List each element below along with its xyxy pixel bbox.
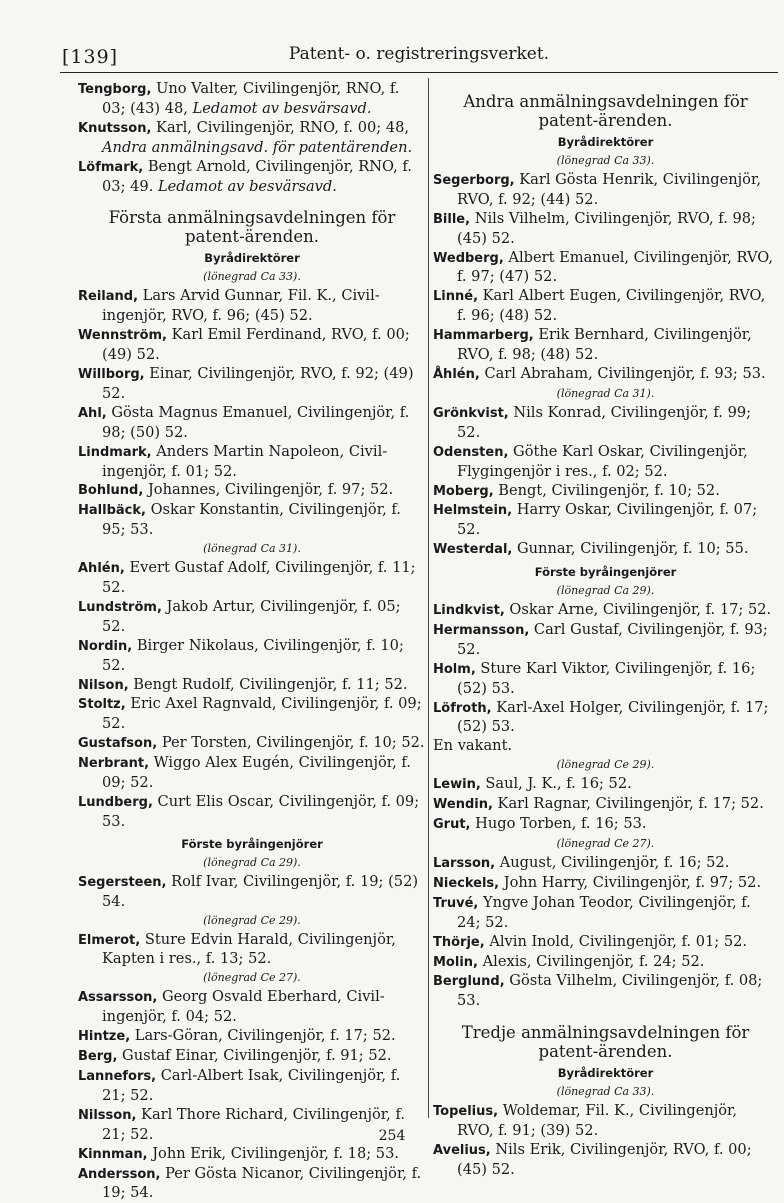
staff-entry [433,972,778,1011]
staff-entry [433,815,778,835]
staff-surname: Lundström, [78,600,162,615]
staff-entry [433,404,778,443]
staff-details: Lars-Göran, Civilingenjör, f. 17; 52. [135,1027,396,1044]
salary-grade: (lönegrad Ca 29). [78,855,426,871]
staff-details: Per Torsten, Civilingenjör, f. 10; 52. [162,734,425,751]
staff-surname: Berg, [78,1049,117,1064]
staff-surname: Stoltz, [78,697,126,712]
staff-entry [78,501,426,540]
staff-surname: Hallbäck, [78,503,146,518]
staff-entry [78,754,426,793]
staff-entry [78,80,426,119]
staff-surname: Molin, [433,955,478,970]
left-column [78,80,426,1203]
salary-grade: (lönegrad Ca 33). [433,153,778,169]
staff-details: Lars Arvid Gunnar, Fil. K., Civil-ingenjör, RVO, f. 96; (45) 52. [102,287,380,324]
staff-surname: Grut, [433,817,471,832]
staff-entry [433,775,778,795]
staff-details: Sture Karl Viktor, Civilingenjör, f. 16; (52) 53. [457,660,755,697]
section-heading: Tredje anmälningsavdelningen för patent-ärenden. [433,1023,778,1061]
staff-entry [433,365,778,385]
staff-details: Karl, Civilingenjör, RNO, f. 00; 48, [156,119,409,136]
staff-details: Birger Nikolaus, Civilingenjör, f. 10; 52. [102,637,404,674]
staff-details: Johannes, Civilingenjör, f. 97; 52. [148,481,393,498]
staff-entry [433,210,778,249]
staff-surname: Grönkvist, [433,406,509,421]
staff-details: Yngve Johan Teodor, Civilingenjör, f. 24; 52. [457,894,751,931]
staff-surname: Reiland, [78,289,138,304]
staff-note: Ledamot av besvärsavd. [193,100,372,117]
staff-surname: Thörje, [433,935,485,950]
staff-note: Andra anmälningsavd. för patentärenden. [102,139,412,156]
staff-entry [433,601,778,621]
staff-entry [433,933,778,953]
staff-entry [78,676,426,696]
header-rule [60,72,778,73]
staff-surname: Topelius, [433,1104,498,1119]
staff-entry [433,874,778,894]
position-heading: Byrådirektörer [433,133,778,152]
staff-surname: Lundberg, [78,795,153,810]
staff-surname: Tengborg, [78,82,151,97]
staff-surname: Segerborg, [433,173,515,188]
staff-details: Karl Albert Eugen, Civilingenjör, RVO, f. 96; (48) 52. [457,287,765,324]
position-heading: Byrådirektörer [78,249,426,268]
staff-details: Karl Emil Ferdinand, RVO, f. 00; (49) 52. [102,326,410,363]
staff-details: Eric Axel Ragnvald, Civilingenjör, f. 09; 52. [102,695,422,732]
staff-surname: Löfroth, [433,701,492,716]
staff-surname: Knutsson, [78,121,151,136]
staff-entry [78,1145,426,1165]
staff-entry [433,795,778,815]
salary-grade: (lönegrad Ca 33). [433,1084,778,1100]
staff-entry [78,1165,426,1203]
salary-grade: (lönegrad Ca 31). [78,541,426,557]
staff-details: Oskar Arne, Civilingenjör, f. 17; 52. [509,601,771,618]
right-column [433,80,778,1180]
staff-details: Curt Elis Oscar, Civilingenjör, f. 09; 53. [102,793,419,830]
staff-details: Nils Konrad, Civilingenjör, f. 99; 52. [457,404,751,441]
page-number: [139] [62,46,118,68]
staff-details: Sture Edvin Harald, Civilingenjör, Kapten i res., f. 13; 52. [102,931,396,968]
staff-entry [433,482,778,502]
staff-entry [78,443,426,482]
staff-entry [78,734,426,754]
staff-surname: Odensten, [433,445,508,460]
staff-surname: Lannefors, [78,1069,156,1084]
staff-details: Saul, J. K., f. 16; 52. [485,775,631,792]
staff-surname: Helmstein, [433,503,512,518]
staff-details: Alexis, Civilingenjör, f. 24; 52. [483,953,705,970]
salary-grade: (lönegrad Ce 27). [78,970,426,986]
staff-details: Erik Bernhard, Civilingenjör, RVO, f. 98; (48) 52. [457,326,752,363]
staff-entry [433,953,778,973]
staff-details: John Erik, Civilingenjör, f. 18; 53. [152,1145,399,1162]
staff-surname: Larsson, [433,856,495,871]
position-heading: Förste byråingenjörer [433,563,778,582]
staff-entry [433,854,778,874]
staff-entry [433,1141,778,1180]
staff-surname: Löfmark, [78,160,143,175]
staff-entry [78,1067,426,1106]
salary-grade: (lönegrad Ca 29). [433,583,778,599]
staff-entry [78,326,426,365]
staff-surname: Willborg, [78,367,145,382]
staff-note: Ledamot av besvärsavd. [158,178,337,195]
staff-details: Hugo Torben, f. 16; 53. [475,815,646,832]
staff-surname: Nilson, [78,678,129,693]
staff-entry [433,326,778,365]
position-heading: Byrådirektörer [433,1064,778,1083]
staff-surname: Andersson, [78,1167,160,1182]
staff-surname: Segersteen, [78,875,167,890]
salary-grade: (lönegrad Ce 29). [433,757,778,773]
staff-surname: Lindmark, [78,445,152,460]
staff-details: Gustaf Einar, Civilingenjör, f. 91; 52. [122,1047,392,1064]
staff-entry [433,501,778,540]
staff-details: Wiggo Alex Eugén, Civilingenjör, f. 09; 52. [102,754,411,791]
staff-details: Carl-Albert Isak, Civilingenjör, f. 21; 52. [102,1067,400,1104]
staff-entry [78,119,426,158]
staff-details: Bengt, Civilingenjör, f. 10; 52. [498,482,720,499]
staff-entry [78,598,426,637]
staff-surname: Truvé, [433,896,478,911]
staff-details: Karl-Axel Holger, Civilingenjör, f. 17; (52) 53. [457,699,768,736]
column-divider [428,78,429,1118]
staff-surname: Nordin, [78,639,132,654]
staff-entry [78,988,426,1027]
staff-surname: Nieckels, [433,876,499,891]
staff-surname: Hammarberg, [433,328,534,343]
staff-entry [433,660,778,699]
staff-surname: Moberg, [433,484,494,499]
staff-details: Carl Gustaf, Civilingenjör, f. 93; 52. [457,621,768,658]
staff-details: Nils Erik, Civilingenjör, RVO, f. 00; (45) 52. [457,1141,752,1178]
staff-entry [78,793,426,832]
staff-surname: Ahlén, [78,561,125,576]
staff-details: August, Civilingenjör, f. 16; 52. [500,854,730,871]
staff-surname: Åhlén, [433,367,480,382]
staff-details: Rolf Ivar, Civilingenjör, f. 19; (52) 54. [102,873,418,910]
position-heading: Förste byråingenjörer [78,835,426,854]
staff-details: Karl Thore Richard, Civilingenjör, f. 21; 52. [102,1106,405,1143]
staff-entry [78,365,426,404]
page-header [60,38,778,72]
staff-details: Einar, Civilingenjör, RVO, f. 92; (49) 52. [102,365,414,402]
salary-grade: (lönegrad Ca 33). [78,269,426,285]
staff-details: Gösta Magnus Emanuel, Civilingenjör, f. 98; (50) 52. [102,404,409,441]
staff-surname: Gustafson, [78,736,157,751]
staff-details: Anders Martin Napoleon, Civil-ingenjör, f. 01; 52. [102,443,387,480]
salary-grade: (lönegrad Ce 29). [78,913,426,929]
staff-surname: Nerbrant, [78,756,149,771]
staff-surname: Wennström, [78,328,167,343]
staff-entry [78,637,426,676]
staff-entry [78,404,426,443]
staff-details: Bengt Arnold, Civilingenjör, RNO, f. 03; 49. [102,158,412,195]
staff-details: Evert Gustaf Adolf, Civilingenjör, f. 11; 52. [102,559,416,596]
section-heading: Andra anmälningsavdelningen för patent-ärenden. [433,92,778,130]
staff-entry [433,699,778,738]
staff-details: Alvin Inold, Civilingenjör, f. 01; 52. [489,933,747,950]
staff-details: Per Gösta Nicanor, Civilingenjör, f. 19; 54. [102,1165,421,1202]
staff-surname: Assarsson, [78,990,157,1005]
salary-grade: (lönegrad Ce 27). [433,836,778,852]
staff-entry [78,559,426,598]
staff-entry [78,873,426,912]
staff-entry [78,287,426,326]
staff-entry [78,481,426,501]
staff-surname: Berglund, [433,974,505,989]
staff-details: Uno Valter, Civilingenjör, RNO, f. 03; (43) 48, [102,80,399,117]
staff-details: Albert Emanuel, Civilingenjör, RVO, f. 97; (47) 52. [457,249,773,286]
staff-surname: Lewin, [433,777,481,792]
staff-surname: Kinnman, [78,1147,148,1162]
staff-details: Karl Gösta Henrik, Civilingenjör, RVO, f. 92; (44) 52. [457,171,761,208]
staff-surname: Ahl, [78,406,107,421]
section-heading: Första anmälningsavdelningen för patent-ärenden. [78,208,426,246]
staff-surname: Wedberg, [433,251,504,266]
staff-entry [78,695,426,734]
staff-surname: Elmerot, [78,933,140,948]
staff-entry [433,171,778,210]
staff-details: Bengt Rudolf, Civilingenjör, f. 11; 52. [133,676,407,693]
staff-surname: Bohlund, [78,483,143,498]
staff-surname: Linné, [433,289,478,304]
salary-grade: (lönegrad Ca 31). [433,386,778,402]
staff-details: En vakant. [433,737,512,754]
staff-surname: Bille, [433,212,470,227]
staff-surname: Hermansson, [433,623,529,638]
staff-details: John Harry, Civilingenjör, f. 97; 52. [504,874,761,891]
staff-details: Karl Ragnar, Civilingenjör, f. 17; 52. [498,795,764,812]
staff-details: Carl Abraham, Civilingenjör, f. 93; 53. [484,365,765,382]
staff-entry [78,1047,426,1067]
staff-details: Oskar Konstantin, Civilingenjör, f. 95; 53. [102,501,401,538]
staff-surname: Hintze, [78,1029,130,1044]
staff-entry [433,737,778,756]
staff-details: Harry Oskar, Civilingenjör, f. 07; 52. [457,501,757,538]
running-head: Patent- o. registreringsverket. [60,44,778,64]
staff-details: Georg Osvald Eberhard, Civil-ingenjör, f. 04; 52. [102,988,385,1025]
staff-details: Woldemar, Fil. K., Civilingenjör, RVO, f. 91; (39) 52. [457,1102,737,1139]
staff-surname: Avelius, [433,1143,491,1158]
staff-entry [78,931,426,970]
staff-details: Göthe Karl Oskar, Civilingenjör, Flygingenjör i res., f. 02; 52. [457,443,748,480]
staff-entry [433,287,778,326]
staff-details: Jakob Artur, Civilingenjör, f. 05; 52. [102,598,401,635]
staff-entry [433,249,778,288]
staff-details: Gunnar, Civilingenjör, f. 10; 55. [517,540,749,557]
staff-surname: Holm, [433,662,476,677]
staff-surname: Westerdal, [433,542,512,557]
staff-details: Gösta Vilhelm, Civilingenjör, f. 08; 53. [457,972,762,1009]
staff-entry [433,621,778,660]
staff-entry [78,1027,426,1047]
staff-surname: Wendin, [433,797,493,812]
staff-entry [433,540,778,560]
staff-details: Nils Vilhelm, Civilingenjör, RVO, f. 98; (45) 52. [457,210,756,247]
staff-entry [433,443,778,482]
footer-page-number: 254 [0,1128,784,1144]
staff-surname: Nilsson, [78,1108,136,1123]
staff-entry [78,158,426,197]
staff-surname: Lindkvist, [433,603,505,618]
staff-entry [433,894,778,933]
